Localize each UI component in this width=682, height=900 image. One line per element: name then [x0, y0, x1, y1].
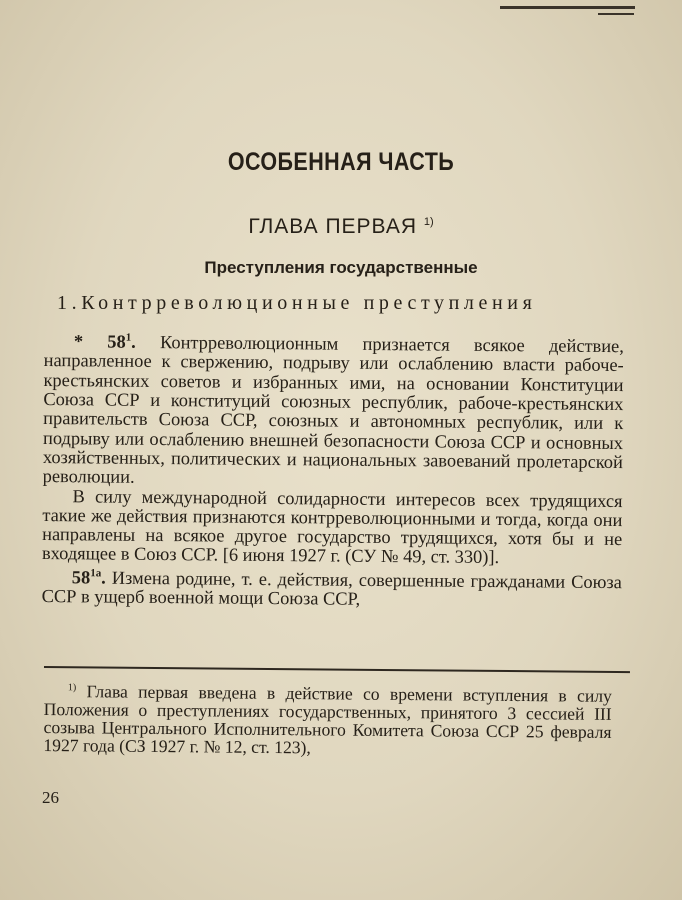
top-rule — [500, 6, 635, 9]
chapter-title-text: ГЛАВА ПЕРВАЯ — [248, 215, 418, 238]
article-58-1a — [42, 564, 622, 612]
article-number-suffix: . — [101, 567, 106, 588]
footnote-mark: 1) — [67, 682, 77, 694]
article-number-prefix: * 58 — [73, 331, 126, 352]
section-title: ОСОБЕННАЯ ЧАСТЬ — [227, 148, 455, 176]
article-number-suffix: . — [131, 331, 136, 352]
article-number-prefix: 58 — [71, 567, 91, 588]
subheading: 1.Контрреволюционные преступления — [57, 292, 537, 314]
article-number — [74, 331, 136, 352]
paragraph-2: В силу международной солидарности интересов всех трудящихся такие же действия признаются контрреволюционными и тогда, когда они направлены на всякое другое государство трудящихся, хотя бы и не входящее в Союз ССР. [6 июня 1927 г. (СУ № 49, ст. 330)]. — [41, 485, 623, 568]
article-text: Контрреволюционным признается всякое действие, направленное к свержению, подрыву или ослаблению власти рабоче-крестьянских советов и избранных ими, на основании Конституции Союза ССР и конституций союзных республик, рабоче-крестьянских правительств Союза ССР, союзных и автономных республик, или к подрыву или ослаблению внешней безопасности Союза ССР и основных хозяйственных, политических и национальных завоеваний пролетарской революции. — [42, 331, 624, 487]
footnote-text: Глава первая введена в действие со времени вступления в силу Положения о преступлениях государственных, принятого 3 сессией III созыва Центрального Исполнительного Комитета Союза ССР 25 февраля 1927 года (СЗ 1927 г. № 12, ст. 123), — [43, 681, 612, 758]
footnote-divider — [44, 666, 630, 673]
article-number — [72, 567, 106, 587]
article-number-sup: 1 — [125, 331, 132, 344]
chapter-footnote-mark: 1) — [423, 216, 434, 228]
article-text: Измена родине, т. е. действия, совершенные гражданами Союза ССР в ущерб военной мощи Союза ССР, — [41, 567, 622, 609]
article-58-1 — [43, 328, 624, 492]
page-number: 26 — [42, 788, 59, 807]
article-number-sup: 1а — [90, 567, 102, 580]
heading: Преступления государственные — [204, 258, 478, 277]
chapter-title — [0, 215, 682, 239]
body-text — [42, 328, 624, 611]
top-rule-short — [598, 13, 634, 15]
footnote — [43, 679, 612, 760]
